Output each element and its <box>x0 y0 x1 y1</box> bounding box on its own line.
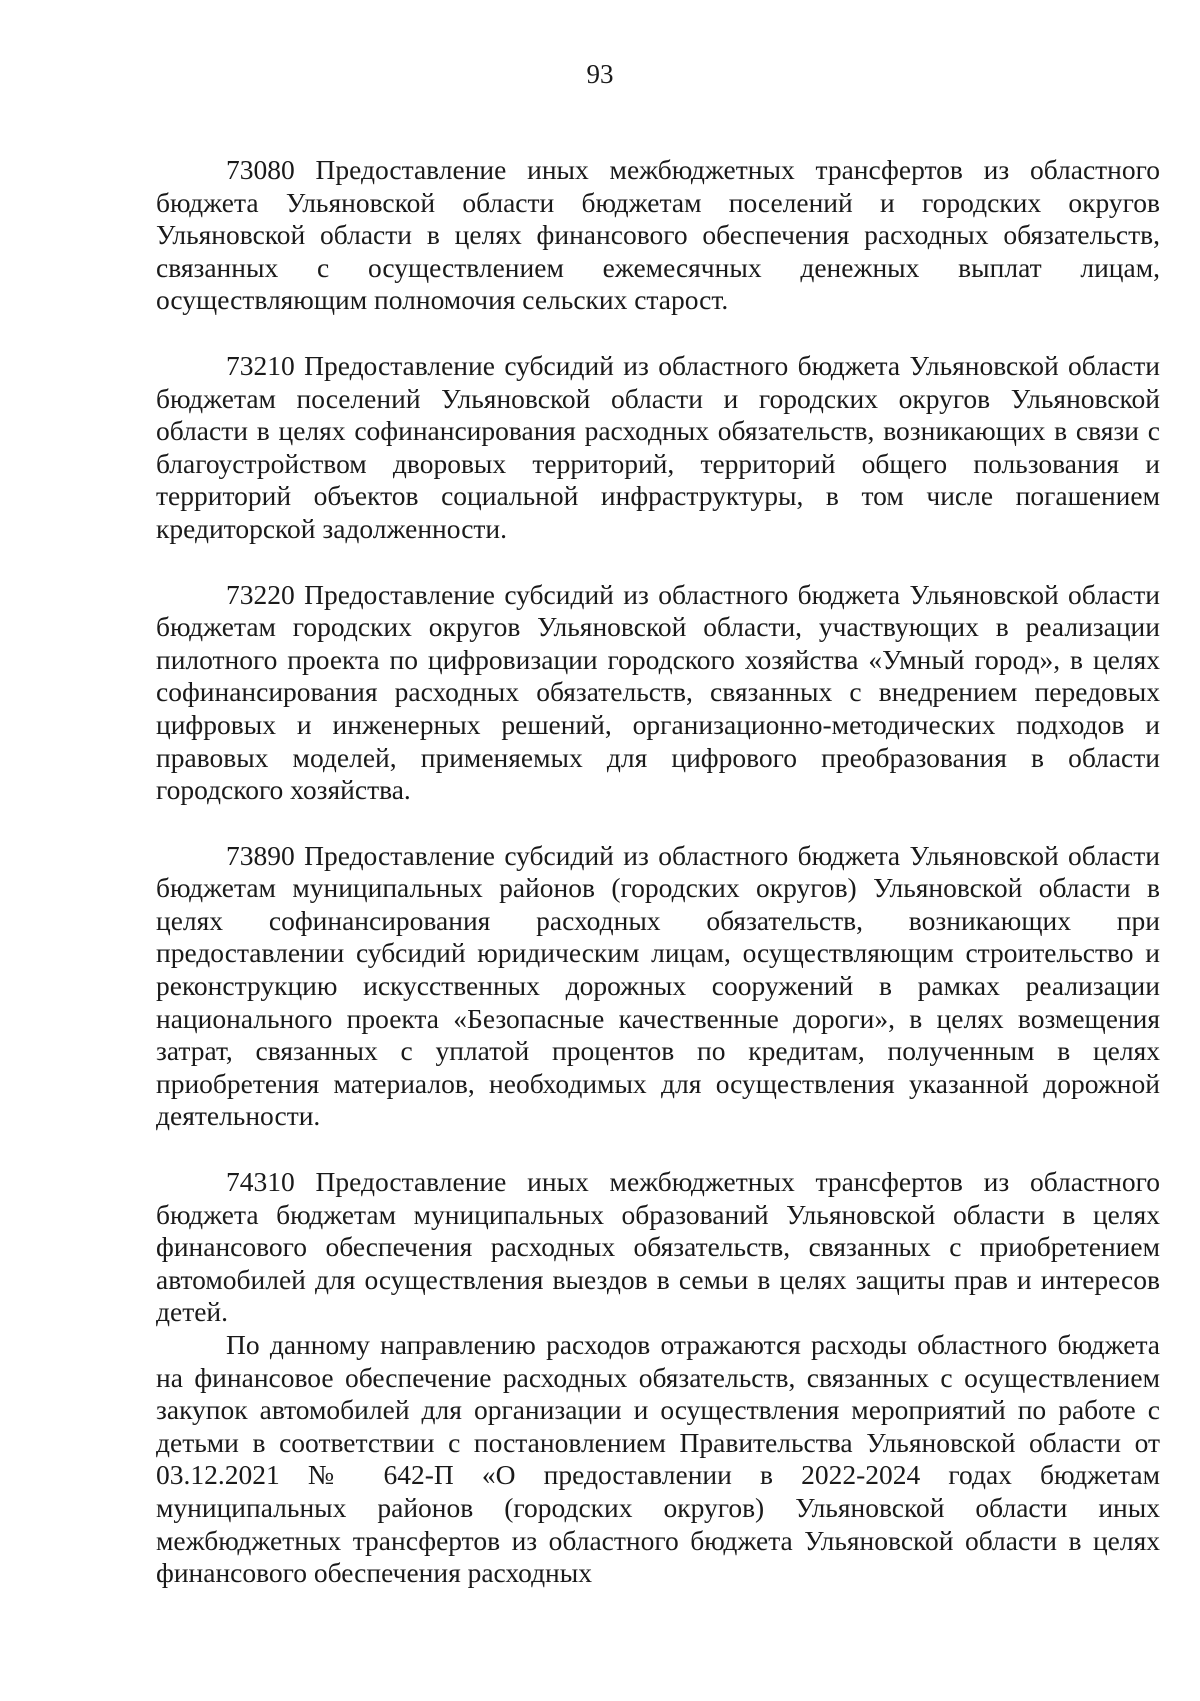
document-body <box>156 154 1160 1590</box>
paragraph-73220: 73220 Предоставление субсидий из областного бюджета Ульяновской области бюджетам городских округов Ульяновской области, участвующих в реализации пилотного проекта по цифровизации городского хозяйства «Умный город», в целях софинансирования расходных обязательств, связанных с внедрением передовых цифровых и инженерных решений, организационно-методических подходов и правовых моделей, применяемых для цифрового преобразования в области городского хозяйства. <box>156 578 1160 806</box>
paragraph-73080: 73080 Предоставление иных межбюджетных трансфертов из областного бюджета Ульяновской области бюджетам поселений и городских округов Ульяновской области в целях финансового обеспечения расходных обязательств, связанных с осуществлением ежемесячных денежных выплат лицам, осуществляющим полномочия сельских старост. <box>156 154 1160 316</box>
paragraph-73890: 73890 Предоставление субсидий из областного бюджета Ульяновской области бюджетам муниципальных районов (городских округов) Ульяновской области в целях софинансирования расходных обязательств, возникающих при предоставлении субсидий юридическим лицам, осуществляющим строительство и реконструкцию искусственных дорожных сооружений в рамках реализации национального проекта «Безопасные качественные дороги», в целях возмещения затрат, связанных с уплатой процентов по кредитам, полученным в целях приобретения материалов, необходимых для осуществления указанной дорожной деятельности. <box>156 839 1160 1132</box>
paragraph-73210: 73210 Предоставление субсидий из областного бюджета Ульяновской области бюджетам поселений Ульяновской области и городских округов Ульяновской области в целях софинансирования расходных обязательств, возникающих в связи с благоустройством дворовых территорий, территорий общего пользования и территорий объектов социальной инфраструктуры, в том числе погашением кредиторской задолженности. <box>156 349 1160 544</box>
page-number: 93 <box>586 59 614 89</box>
paragraph-74310: 74310 Предоставление иных межбюджетных трансфертов из областного бюджета бюджетам муниципальных образований Ульяновской области в целях финансового обеспечения расходных обязательств, связанных с приобретением автомобилей для осуществления выездов в семьи в целях защиты прав и интересов детей. <box>156 1166 1160 1328</box>
paragraph-74310-description: По данному направлению расходов отражаются расходы областного бюджета на финансовое обеспечение расходных обязательств, связанных с осуществлением закупок автомобилей для организации и осуществления мероприятий по работе с детьми в соответствии с постановлением Правительства Ульяновской области от 03.12.2021 № 642-П «О предоставлении в 2022-2024 годах бюджетам муниципальных районов (городских округов) Ульяновской области иных межбюджетных трансфертов из областного бюджета Ульяновской области в целях финансового обеспечения расходных <box>156 1329 1160 1589</box>
